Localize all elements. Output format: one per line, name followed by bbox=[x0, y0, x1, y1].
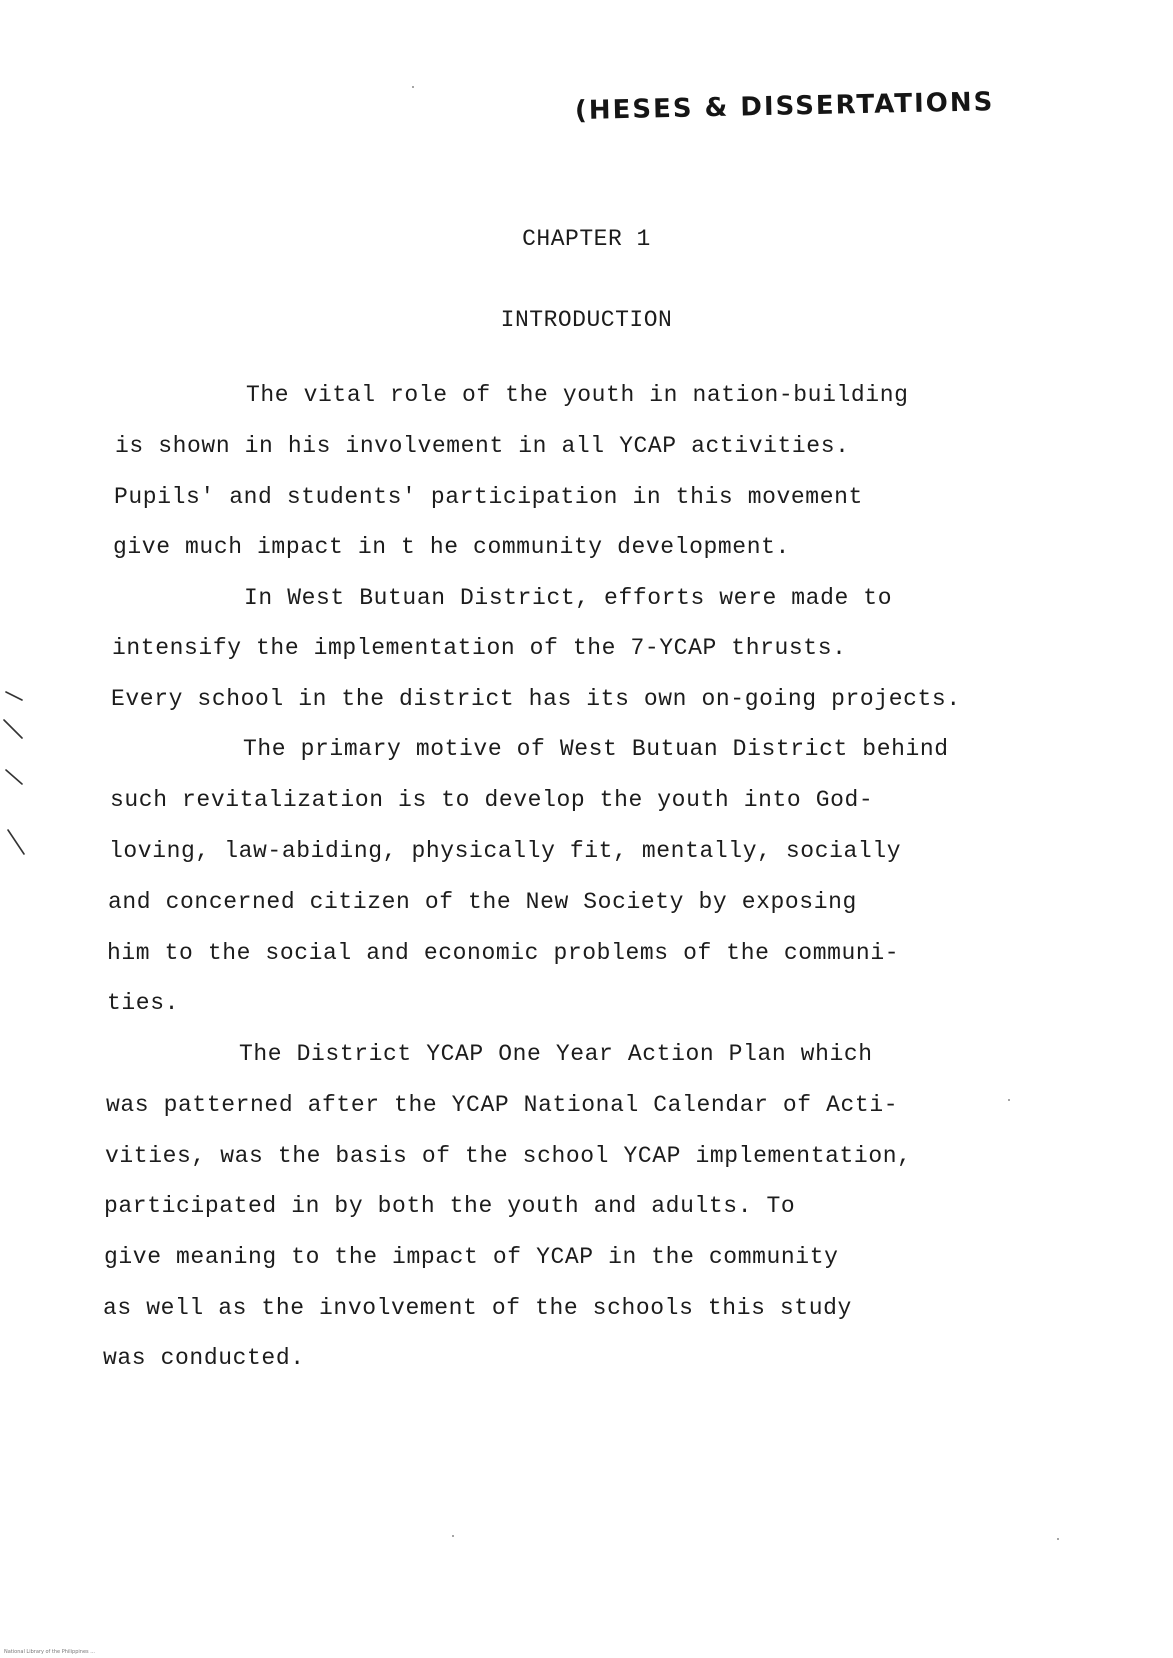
scan-speck bbox=[452, 1535, 454, 1537]
theses-dissertations-stamp: (HESES & DISSERTATIONS bbox=[574, 87, 995, 126]
scan-speck bbox=[412, 86, 414, 88]
text-line: loving, law-abiding, physically fit, mentally, socially bbox=[109, 838, 902, 864]
text-line: is shown in his involvement in all YCAP activities. bbox=[115, 433, 850, 459]
text-line: him to the social and economic problems of the communi- bbox=[107, 940, 900, 966]
text-line: intensify the implementation of the 7-YCAP thrusts. bbox=[112, 635, 847, 661]
text-line: participated in by both the youth and adults. To bbox=[104, 1193, 796, 1219]
text-line: vities, was the basis of the school YCAP implementation, bbox=[105, 1143, 912, 1169]
text-line: Pupils' and students' participation in this movement bbox=[114, 484, 863, 510]
scan-footer: National Library of the Philippines ... bbox=[4, 1649, 95, 1655]
text-line: such revitalization is to develop the youth into God- bbox=[110, 787, 874, 813]
text-line: ties. bbox=[107, 990, 180, 1016]
text-line: as well as the involvement of the schools this study bbox=[103, 1295, 852, 1321]
scan-speck bbox=[1008, 1099, 1010, 1101]
text-line: The primary motive of West Butuan District behind bbox=[243, 736, 949, 762]
text-line: was conducted. bbox=[103, 1345, 305, 1371]
scan-speck bbox=[1057, 1538, 1059, 1540]
text-line: give much impact in t he community development. bbox=[113, 534, 790, 560]
text-line: Every school in the district has its own on-going projects. bbox=[111, 686, 961, 712]
text-line: give meaning to the impact of YCAP in the community bbox=[104, 1244, 839, 1270]
text-line: The vital role of the youth in nation-building bbox=[246, 382, 909, 408]
handwritten-margin-marks bbox=[0, 680, 40, 890]
chapter-label: CHAPTER 1 bbox=[522, 226, 651, 252]
text-line: and concerned citizen of the New Society by exposing bbox=[108, 889, 857, 915]
text-line: was patterned after the YCAP National Calendar of Acti- bbox=[106, 1092, 899, 1118]
chapter-title: INTRODUCTION bbox=[500, 307, 673, 333]
text-line: The District YCAP One Year Action Plan which bbox=[239, 1041, 873, 1067]
text-line: In West Butuan District, efforts were made to bbox=[244, 585, 893, 611]
